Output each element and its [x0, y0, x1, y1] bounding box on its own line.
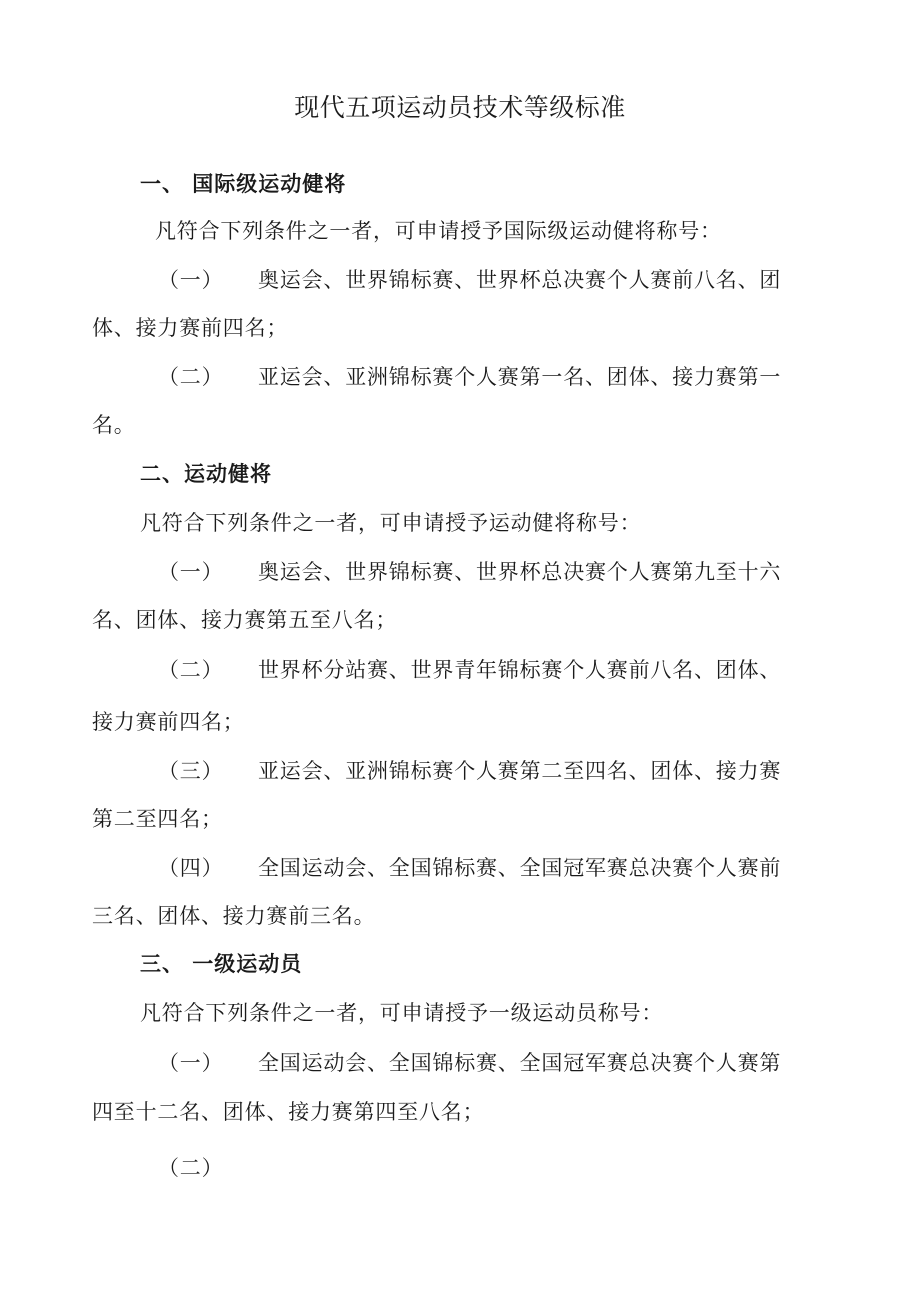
item-number: （二）: [158, 1156, 224, 1180]
section-2-item-4-continued: 三名、团体、接力赛前三名。: [92, 904, 376, 928]
item-text: 亚运会、亚洲锦标赛个人赛第二至四名、团体、接力赛: [258, 759, 782, 783]
item-text: 奥运会、世界锦标赛、世界杯总决赛个人赛第九至十六: [258, 560, 782, 584]
section-1-intro: 凡符合下列条件之一者，可申请授予国际级运动健将称号：: [155, 219, 722, 243]
section-2-heading: 二、运动健将: [140, 462, 272, 486]
section-2-item-2-continued: 接力赛前四名；: [92, 710, 245, 734]
section-1-item-2: [158, 359, 781, 395]
section-1-item-1-continued: 体、接力赛前四名；: [92, 316, 289, 340]
item-number: （三）: [158, 759, 224, 783]
section-2-item-4: [158, 850, 781, 886]
section-3-item-1-continued: 四至十二名、团体、接力赛第四至八名；: [92, 1100, 485, 1124]
section-3-heading: 三、 一级运动员: [140, 952, 303, 976]
item-number: （二）: [158, 658, 224, 682]
section-3-item-1: [158, 1045, 781, 1081]
section-1-item-2-continued: 名。: [92, 413, 136, 437]
item-number: （一）: [158, 268, 224, 292]
section-2-item-3: [158, 753, 781, 789]
item-text: 世界杯分站赛、世界青年锦标赛个人赛前八名、团体、: [258, 658, 782, 682]
section-2-item-1-continued: 名、团体、接力赛第五至八名；: [92, 608, 398, 632]
section-2-item-2: [158, 652, 781, 688]
section-2-item-3-continued: 第二至四名；: [92, 807, 223, 831]
item-text: 全国运动会、全国锦标赛、全国冠军赛总决赛个人赛前: [258, 856, 782, 880]
item-number: （二）: [158, 365, 224, 389]
section-1-item-1: [158, 262, 781, 298]
item-number: （一）: [158, 1051, 224, 1075]
item-text: 亚运会、亚洲锦标赛个人赛第一名、团体、接力赛第一: [258, 365, 782, 389]
section-3-intro: 凡符合下列条件之一者，可申请授予一级运动员称号：: [140, 1001, 664, 1025]
item-number: （一）: [158, 560, 224, 584]
section-2-item-1: [158, 554, 781, 590]
document-title: 现代五项运动员技术等级标准: [294, 93, 626, 122]
section-3-item-2: [158, 1150, 258, 1186]
section-2-intro: 凡符合下列条件之一者，可申请授予运动健将称号：: [140, 511, 642, 535]
item-text: 奥运会、世界锦标赛、世界杯总决赛个人赛前八名、团: [258, 268, 782, 292]
section-1-heading: 一、 国际级运动健将: [140, 172, 347, 196]
item-number: （四）: [158, 856, 224, 880]
item-text: 全国运动会、全国锦标赛、全国冠军赛总决赛个人赛第: [258, 1051, 782, 1075]
